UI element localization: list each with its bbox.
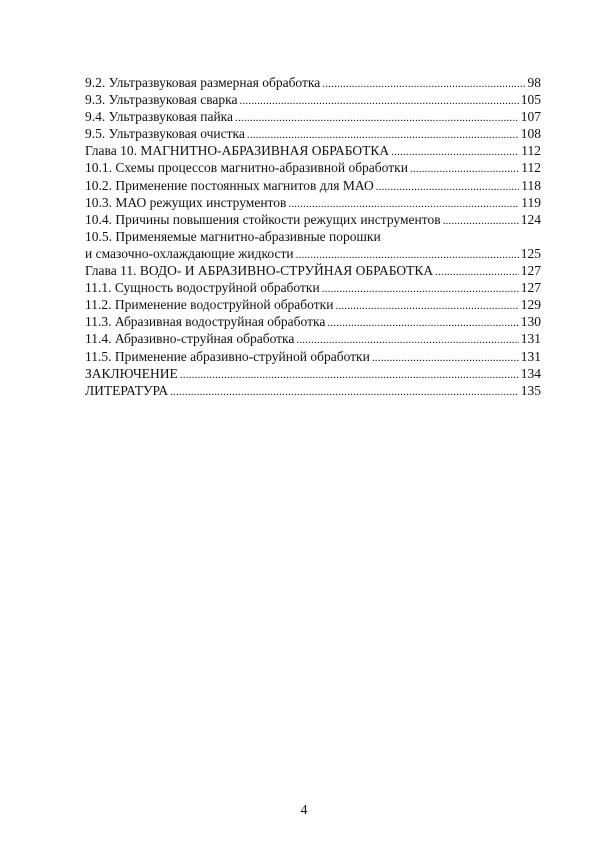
toc-entry-title: 10.1. Схемы процессов магнитно-абразивной обработки	[85, 160, 408, 176]
toc-entry-page: 131	[520, 331, 541, 347]
toc-entry-title: и смазочно-охлаждающие жидкости	[85, 245, 294, 261]
toc-entry-title: 9.3. Ультразвуковая сварка	[85, 92, 238, 108]
toc-leader-dots	[170, 382, 519, 401]
toc-entry-title: Глава 11. ВОДО- И АБРАЗИВНО-СТРУЙНАЯ ОБРАБОТКА	[85, 263, 434, 279]
toc-entry-title: 11.2. Применение водоструйной обработки	[85, 297, 334, 313]
toc-entry-page: 98	[527, 75, 541, 90]
toc-entry-title: 9.2. Ультразвуковая размерная обработка	[85, 75, 321, 90]
page-number: 4	[300, 803, 308, 818]
toc-entry	[85, 74, 541, 91]
toc-entry-continuation	[85, 245, 541, 262]
toc-entry	[85, 177, 541, 194]
toc-entry-title: 11.4. Абразивно-струйная обработка	[85, 331, 295, 347]
toc-entry-title: 9.5. Ультразвуковая очистка	[85, 126, 245, 142]
toc-entry-title: 9.4. Ультразвуковая пайка	[85, 109, 234, 125]
toc-entry	[85, 382, 541, 399]
toc-chapter-entry	[85, 142, 541, 159]
toc-entry-page: 112	[521, 143, 541, 159]
toc-entry-title: 10.2. Применение постоянных магнитов для МАО	[85, 177, 374, 193]
toc-entry	[85, 159, 541, 176]
toc-entry-page: 108	[520, 126, 541, 142]
toc-leader-dots	[443, 211, 519, 230]
toc-entry-page: 107	[520, 109, 541, 125]
toc-entry-page: 134	[520, 365, 541, 381]
toc-entry	[85, 194, 541, 211]
toc-entry-page: 105	[520, 92, 541, 108]
toc-entry-page: 135	[520, 382, 541, 398]
toc-entry-first-line	[85, 228, 541, 245]
toc-entry	[85, 125, 541, 142]
toc-entry-page: 129	[520, 297, 541, 313]
toc-entry-page: 112	[521, 160, 541, 176]
toc-entry	[85, 91, 541, 108]
table-of-contents	[85, 74, 541, 399]
toc-entry-title: 10.4. Причины повышения стойкости режущих инструментов	[85, 211, 441, 227]
toc-entry-page: 127	[520, 280, 541, 296]
toc-entry-page: 131	[520, 348, 541, 364]
toc-entry	[85, 108, 541, 125]
toc-entry-page: 130	[520, 314, 541, 330]
toc-entry-page: 127	[520, 263, 541, 279]
toc-entry	[85, 348, 541, 365]
toc-entry-title: 11.1. Сущность водоструйной обработки	[85, 280, 320, 296]
toc-entry-title: ЗАКЛЮЧЕНИЕ	[85, 365, 178, 381]
toc-entry-title: 10.3. МАО режущих инструментов	[85, 194, 287, 210]
toc-entry	[85, 279, 541, 296]
toc-entry-page: 119	[521, 194, 541, 210]
toc-entry-page: 125	[520, 245, 541, 261]
toc-entry	[85, 313, 541, 330]
toc-entry-title: 11.3. Абразивная водоструйная обработка	[85, 314, 326, 330]
toc-entry	[85, 296, 541, 313]
toc-entry	[85, 211, 541, 228]
toc-chapter-entry	[85, 262, 541, 279]
toc-entry	[85, 330, 541, 347]
toc-entry-page: 118	[521, 177, 541, 193]
toc-entry-title: 10.5. Применяемые магнитно-абразивные порошки	[85, 228, 381, 244]
toc-entry	[85, 365, 541, 382]
toc-entry-page: 124	[520, 211, 541, 227]
toc-entry-title: ЛИТЕРАТУРА	[85, 382, 169, 398]
toc-entry-title: 11.5. Применение абразивно-струйной обработки	[85, 348, 370, 364]
toc-entry-title: Глава 10. МАГНИТНО-АБРАЗИВНАЯ ОБРАБОТКА	[85, 143, 390, 159]
